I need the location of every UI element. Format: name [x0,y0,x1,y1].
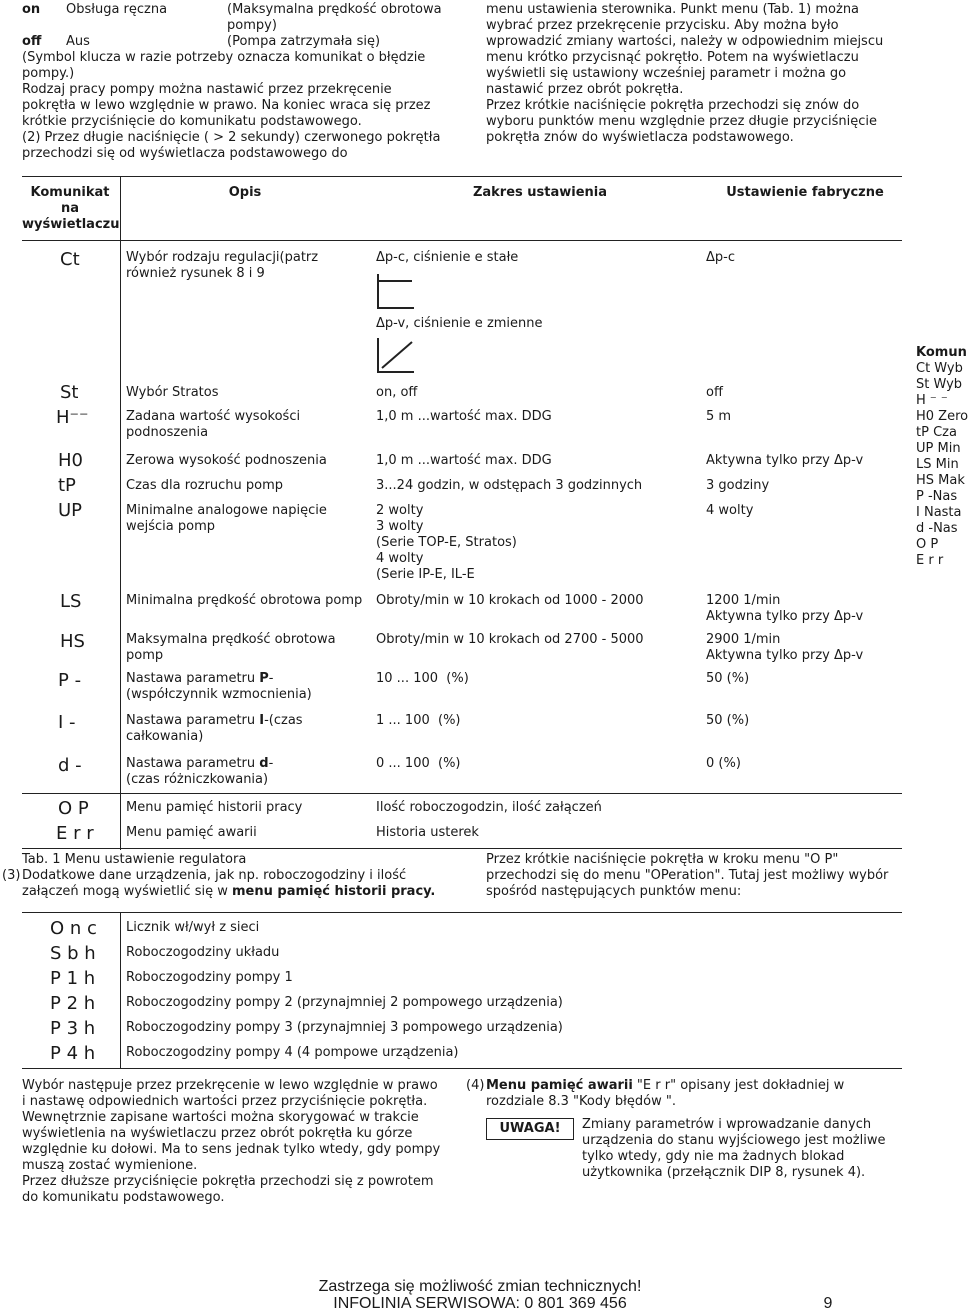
off-code: off [22,34,42,49]
code-i: I - [58,712,76,733]
desc-d-a: Nastawa parametru [126,756,260,771]
side-cut-line: Ct Wyb [916,361,963,376]
label-p4h: Roboczogodziny pompy 4 (4 pompowe urządzenia) [126,1045,459,1060]
side-cut-line: d -Nas [916,521,958,536]
desc-ls: Minimalna prędkość obrotowa pomp [126,593,363,608]
table1-caption: Tab. 1 Menu ustawienie regulatora [22,852,247,867]
warning-badge: UWAGA! [486,1118,574,1140]
range-h-setpoint: 1,0 m ...wartość max. DDG [376,409,552,424]
code-sbh: S b h [50,943,96,964]
side-cut-line: I Nasta [916,505,962,520]
code-st: St [60,382,79,403]
top-left-column [22,2,442,162]
warning-text: Zmiany parametrów i wprowadzanie danych urządzenia do stanu wyjściowego jest możliwe tylko wtedy, gdy nie ma żadnych blokad użytkownika (przełącznik DIP 8, rysunek 4). [582,1117,886,1180]
range-h0: 1,0 m ...wartość max. DDG [376,453,552,468]
paragraph-long-press: (2) Przez długie naciśnięcie ( > 2 sekundy) czerwonego pokrętła przechodzi się od wyświetlacza podstawowego do [22,130,441,161]
paragraph-short-press: Przez krótkie naciśnięcie pokrętła przechodzi się znów do wyboru punktów menu względnie przez długie przyciśnięcie pokrętła znów do wyświetlacza podstawowego. [486,98,877,145]
code-p: P - [58,670,82,691]
desc-st: Wybór Stratos [126,385,219,400]
footer-hotline: INFOLINIA SERWISOWA: 0 801 369 456 [333,1295,627,1312]
off-note: (Pompa zatrzymała się) [227,34,381,49]
factory-p: 50 (%) [706,671,750,686]
table1-section-rule [22,793,902,794]
header-message: Komunikat na wyświetlaczu [22,185,120,232]
factory-st: off [706,385,723,400]
desc-p-b: P [259,671,269,686]
range-ct-variable: Δp-v, ciśnienie e zmienne [376,316,543,331]
paragraph-mode: Rodzaj pracy pompy można nastawić przez przekręcenie pokrętła w lewo względnie w prawo. Na koniec wraca się przez krótkie przyciśnięcie do komunikatu podstawowego. [22,82,431,129]
table2-bottom-rule [22,1068,902,1069]
range-hs: Obroty/min w 10 krokach od 2700 - 5000 [376,632,644,647]
code-hs: HS [60,631,85,652]
side-cut-line: UP Min [916,441,961,456]
off-label: Aus [66,34,90,49]
factory-ct: Δp-c [706,250,735,265]
label-p1h: Roboczogodziny pompy 1 [126,970,293,985]
paragraph-selection: Wybór następuje przez przekręcenie w lewo względnie w prawo i nastawę odpowiednich wartości przez przyciśnięcie pokrętła. Wewnętrznie zapisane wartości można skorygować w trakcie wyświetlenia na wyświetlaczu przez obrót pokrętła ku górze względnie ku dołowi. Ma to sens jednak tylko wtedy, gdy pompy muszą zostać wymienione. [22,1078,441,1173]
side-cut-line: LS Min [916,457,959,472]
operation-menu-paragraph: Przez krótkie naciśnięcie pokrętła w kroku menu "O P" przechodzi się do menu "OPeration". Tutaj jest możliwy wybór spośród następujących punktów menu: [486,852,889,899]
desc-tp: Czas dla rozruchu pomp [126,478,284,493]
header-description: Opis [228,185,262,200]
factory-tp: 3 godziny [706,478,770,493]
range-op: Ilość roboczogodzin, ilość załączeń [376,800,602,815]
code-tp: tP [58,475,76,496]
side-cut-line: HS Mak [916,473,965,488]
code-p4h: P 4 h [50,1043,96,1064]
desc-i-a: Nastawa parametru [126,713,260,728]
code-op: O P [58,798,89,819]
code-p3h: P 3 h [50,1018,96,1039]
table2-col-divider [120,912,121,1068]
side-cut-line: tP Cza [916,425,957,440]
code-p1h: P 1 h [50,968,96,989]
constant-pressure-icon [376,272,416,312]
paragraph-menu-settings: menu ustawienia sterownika. Punkt menu (Tab. 1) można wybrać przez przekręcenie przycisku. Aby można było wprowadzić zmiany wartości, należy w odpowiednim miejscu menu krótko przycisnąć pokrętło. Potem na wyświetlaczu wyświetli się ustawiony wcześniej parametr i można go nastawić przez obrót pokrętła. [486,2,884,97]
label-onc: Licznik wł/wył z sieci [126,920,260,935]
label-p2h: Roboczogodziny pompy 2 (przynajmniej 2 pompowego urządzenia) [126,995,563,1010]
range-up: 2 wolty 3 wolty (Serie TOP-E, Stratos) 4 wolty (Serie IP-E, IL-E [376,503,517,582]
header-factory: Ustawienie fabryczne [726,185,884,200]
note-4-text [486,1078,902,1110]
note-4-number: (4) [466,1078,485,1093]
desc-d-b: d [259,756,269,771]
code-err: E r r [56,823,94,844]
side-cut-column [916,345,976,569]
label-p3h: Roboczogodziny pompy 3 (przynajmniej 3 pompowego urządzenia) [126,1020,563,1035]
desc-h0: Zerowa wysokość podnoszenia [126,453,327,468]
desc-p-c: -(współczynnik wzmocnienia) [126,671,312,702]
factory-hs-note: Aktywna tylko przy Δp-v [706,648,864,663]
desc-d [126,756,362,788]
note-4-rest: "E r r" opisany jest dokładniej w rozdziale 8.3 "Kody błędów ". [486,1078,845,1109]
desc-h-setpoint: Zadana wartość wysokości podnoszenia [126,409,301,440]
side-cut-line: H0 Zero [916,409,969,424]
code-h0: H0 [58,450,83,471]
on-label: Obsługa ręczna [66,2,168,17]
top-right-column [486,2,902,146]
range-st: on, off [376,385,418,400]
desc-i [126,713,362,745]
factory-ls: 1200 1/min [706,593,781,608]
table1-note-number: (3) [2,868,21,883]
desc-op: Menu pamięć historii pracy [126,800,303,815]
header-range: Zakres ustawienia [472,185,608,200]
desc-up: Minimalne analogowe napięcie wejścia pomp [126,503,327,534]
factory-i: 50 (%) [706,713,750,728]
code-ls: LS [60,591,82,612]
range-i: 1 ... 100 (%) [376,713,461,728]
desc-d-c: - (czas różniczkowania) [126,756,274,787]
table1-note-a: Dodatkowe dane urządzenia, jak np. roboczogodziny i ilość załączeń mogą wyświetlić się w [22,868,407,899]
range-tp: 3...24 godzin, w odstępach 3 godzinnych [376,478,643,493]
factory-hs: 2900 1/min [706,632,781,647]
table1-col-divider [120,176,121,850]
table1-header-rule [22,240,902,241]
desc-i-c: -(czas całkowania) [126,713,303,744]
code-p2h: P 2 h [50,993,96,1014]
desc-hs: Maksymalna prędkość obrotowa pomp [126,632,336,663]
on-note: (Maksymalna prędkość obrotowa pompy) [227,2,442,33]
page-number: 9 [823,1295,833,1312]
desc-i-b: I [259,713,265,728]
code-onc: O n c [50,918,97,939]
table2-top-rule [22,912,902,913]
label-sbh: Roboczogodziny układu [126,945,280,960]
code-d: d - [58,755,82,776]
table1-note-b: menu pamięć historii pracy. [231,884,436,899]
factory-ls-note: Aktywna tylko przy Δp-v [706,609,864,624]
code-ct: Ct [60,249,80,270]
desc-err: Menu pamięć awarii [126,825,257,840]
factory-h0: Aktywna tylko przy Δp-v [706,453,864,468]
range-d: 0 ... 100 (%) [376,756,461,771]
table1-top-rule [22,176,902,177]
footer-notice: Zastrzega się możliwość zmian technicznych! [318,1278,642,1295]
code-up: UP [58,500,83,521]
on-code: on [22,2,41,17]
factory-up: 4 wolty [706,503,754,518]
code-h-setpoint: H⁻⁻ [56,407,89,428]
side-cut-line: St Wyb [916,377,963,392]
side-cut-line: P -Nas [916,489,958,504]
bottom-left-column [22,1078,442,1206]
table1-note [22,868,442,900]
paragraph-symbol: (Symbol klucza w razie potrzeby oznacza komunikat o błędzie pompy.) [22,50,426,81]
variable-pressure-icon [376,336,416,376]
desc-ct: Wybór rodzaju regulacji(patrz również rysunek 8 i 9 [126,250,319,281]
factory-h-setpoint: 5 m [706,409,732,424]
side-cut-line: H ⁻ ⁻ [916,393,948,408]
note-4-bold: Menu pamięć awarii [486,1078,633,1093]
side-cut-title: Komun [916,345,967,360]
table1-bottom-rule [22,848,902,849]
range-ct: Δp-c, ciśnienie e stałe [376,250,519,265]
range-err: Historia usterek [376,825,479,840]
side-cut-line: O P [916,537,939,552]
desc-p [126,671,362,703]
factory-d: 0 (%) [706,756,741,771]
paragraph-return: Przez dłuższe przyciśnięcie pokrętła przechodzi się z powrotem do komunikatu podstawowego. [22,1174,434,1205]
desc-p-a: Nastawa parametru [126,671,260,686]
range-ls: Obroty/min w 10 krokach od 1000 - 2000 [376,593,644,608]
side-cut-line: E r r [916,553,944,568]
range-p: 10 ... 100 (%) [376,671,469,686]
